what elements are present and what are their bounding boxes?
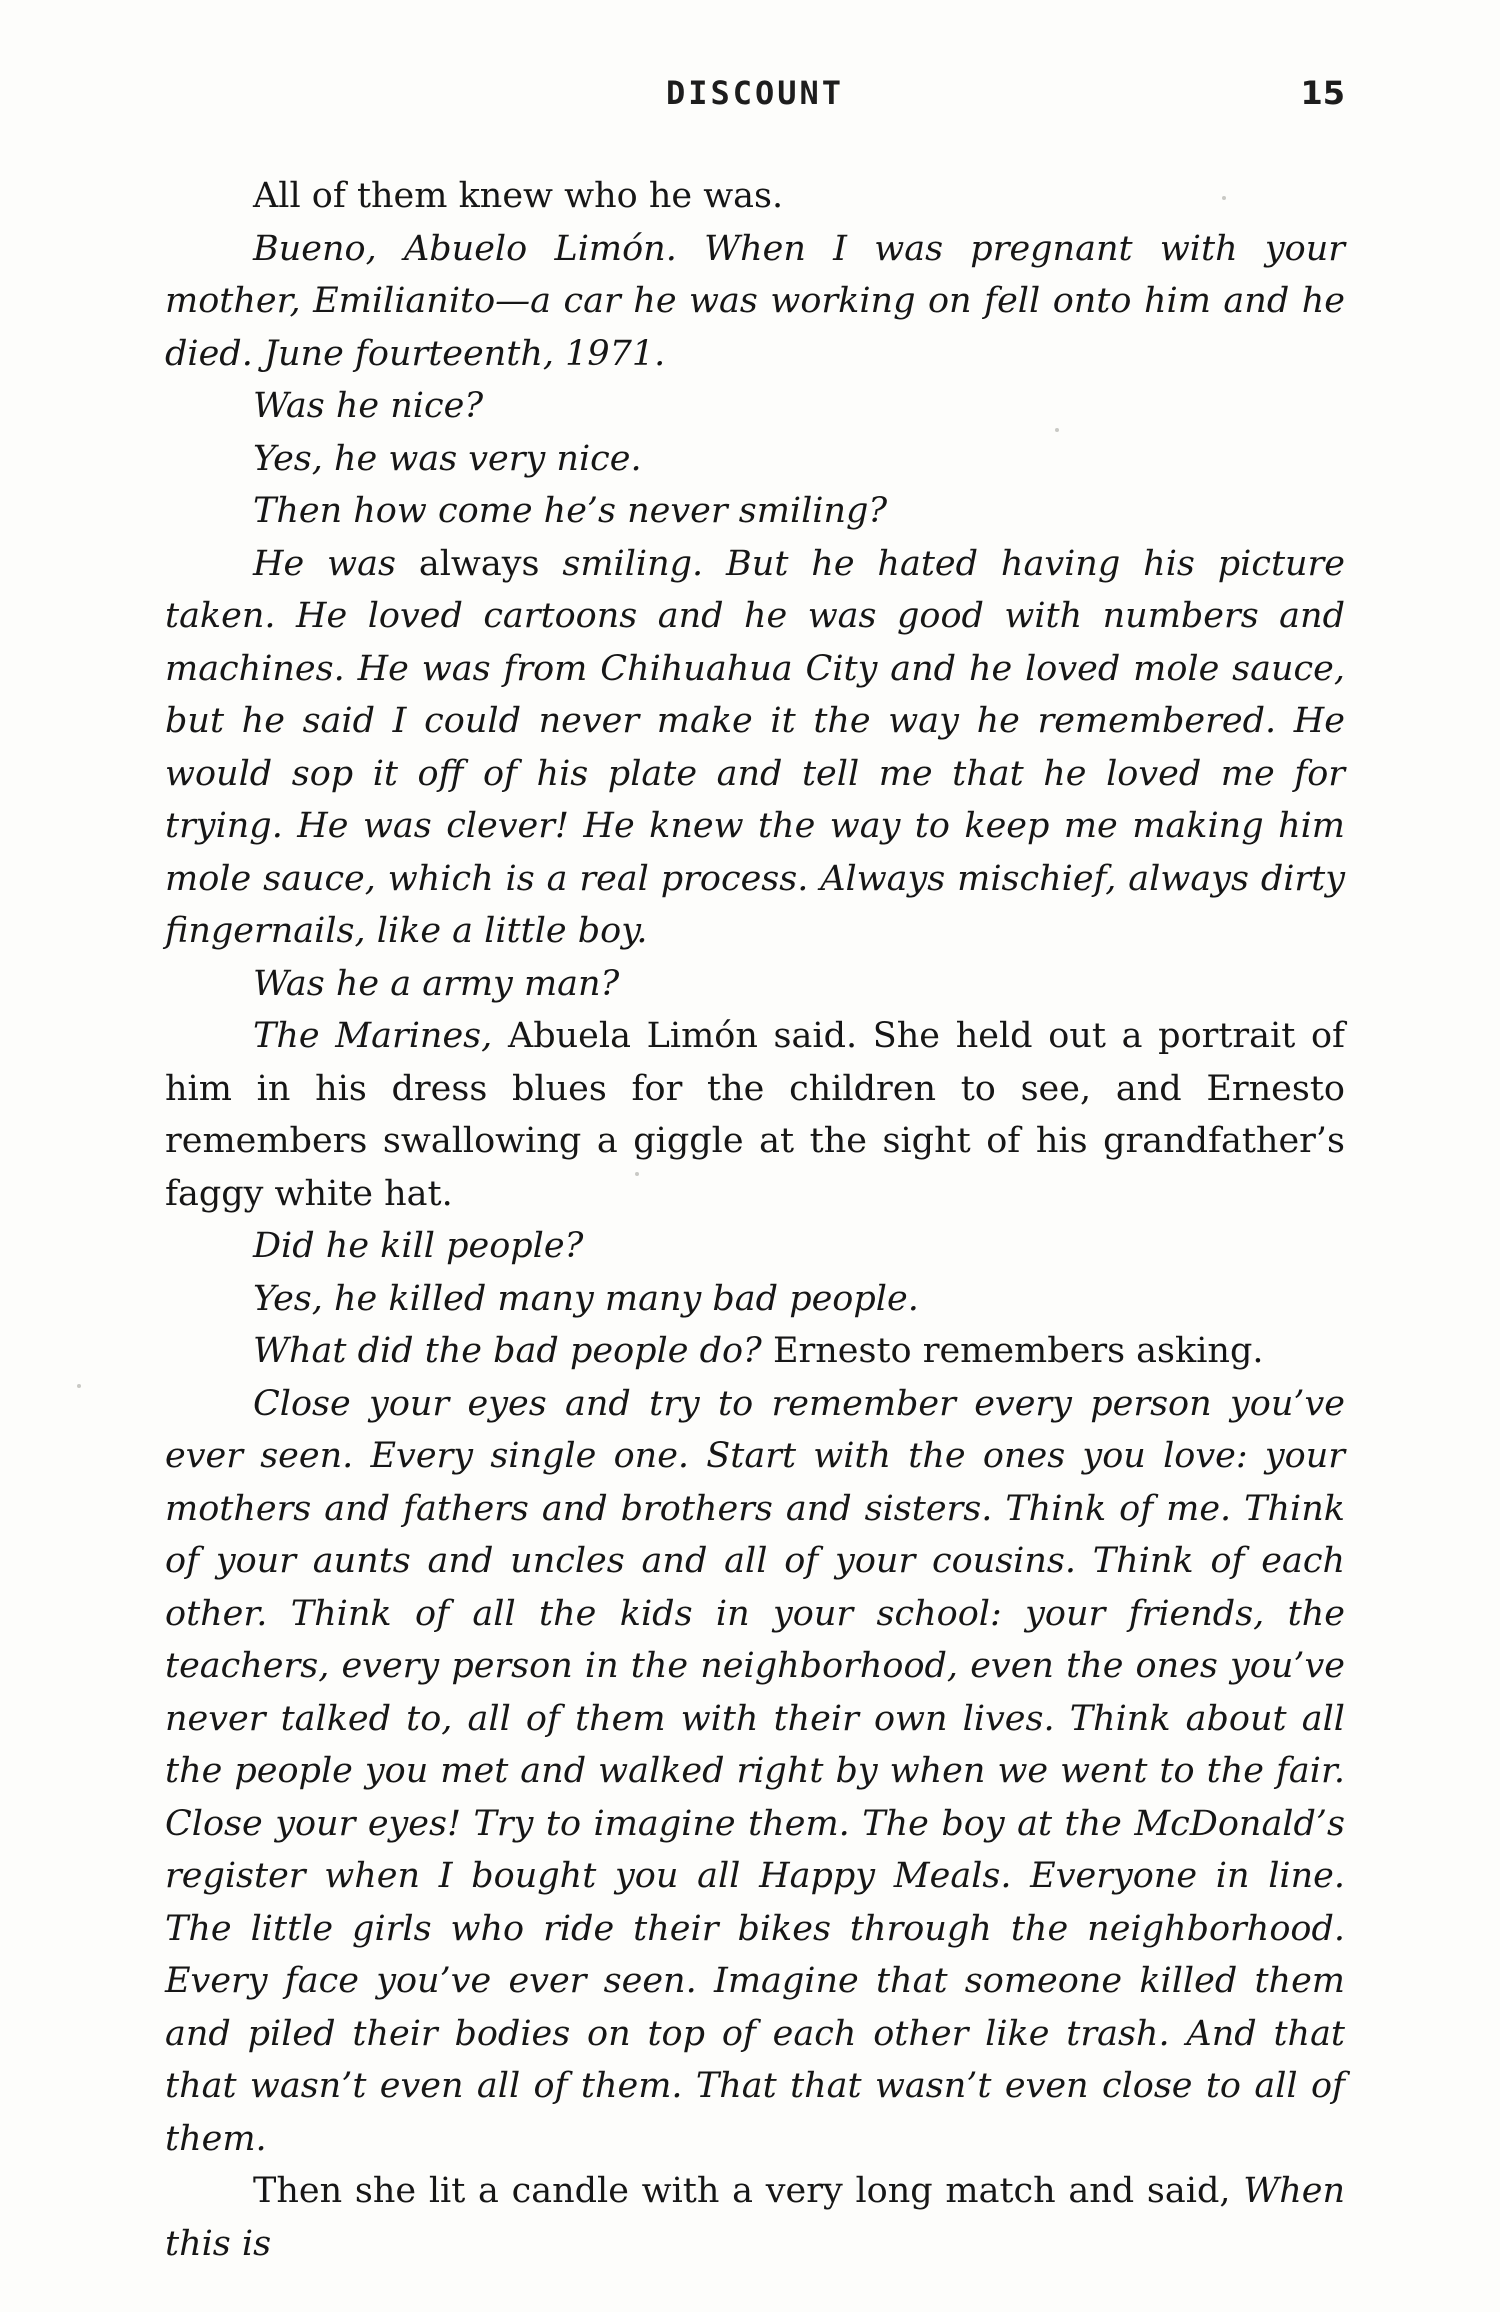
paragraph: Close your eyes and try to remember every person you’ve ever seen. Every single one. Start with the ones you love: your mothers and fathers and brothers and sisters. Think of me. Think of your aunts and uncles and all of your cousins. Think of each other. Think of all the kids in your school: your friends, the teachers, every person in the neighborhood, even the ones you’ve never talked to, all of them with their own lives. Think about all the people you met and walked right by when we went to the fair. Close your eyes! Try to imagine them. The boy at the McDonald’s register when I bought you all Happy Meals. Everyone in line. The little girls who ride their bikes through the neighborhood. Every face you’ve ever seen. Imagine that someone killed them and piled their bodies on top of each other like trash. And that that wasn’t even all of them. That that wasn’t even close to all of them.	[165, 1383, 1345, 2159]
paragraph: Was he nice?	[253, 386, 484, 426]
paragraph: Did he kill people?	[253, 1226, 584, 1266]
paragraph: Bueno, Abuelo Limón. When I was pregnant with your mother, Emilianito—a car he was working on fell onto him and he died. June fourteenth, 1971.	[165, 228, 1345, 374]
print-speck	[635, 1172, 639, 1176]
paragraph: What did the bad people do? Ernesto remembers asking.	[253, 1331, 1264, 1371]
paragraph: Then how come he’s never smiling?	[253, 491, 888, 531]
paragraph: Yes, he was very nice.	[253, 438, 642, 479]
body-text	[165, 170, 1345, 2270]
running-head	[165, 74, 1345, 124]
paragraph: Yes, he killed many many bad people.	[253, 1278, 919, 1319]
running-title: DISCOUNT	[665, 74, 845, 112]
print-speck	[1222, 196, 1226, 200]
paragraph: Was he a army man?	[253, 963, 620, 1004]
paragraph: He was always smiling. But he hated having his picture taken. He loved cartoons and he was good with numbers and machines. He was from Chihuahua City and he loved mole sauce, but he said I could never make it the way he remembered. He would sop it off of his plate and tell me that he loved me for trying. He was clever! He knew the way to keep me making him mole sauce, which is a real process. Always mischief, always dirty fingernails, like a little boy.	[165, 543, 1345, 951]
paragraph: All of them knew who he was.	[253, 176, 784, 216]
print-speck	[77, 1384, 81, 1388]
paragraph: Then she lit a candle with a very long match and said, When this is	[165, 2171, 1345, 2264]
paragraph: The Marines, Abuela Limón said. She held out a portrait of him in his dress blues for the children to see, and Ernesto remembers swallowing a giggle at the sight of his grandfather’s faggy white hat.	[165, 1016, 1345, 1214]
print-speck	[1055, 428, 1059, 432]
page-number: 15	[1300, 74, 1345, 112]
